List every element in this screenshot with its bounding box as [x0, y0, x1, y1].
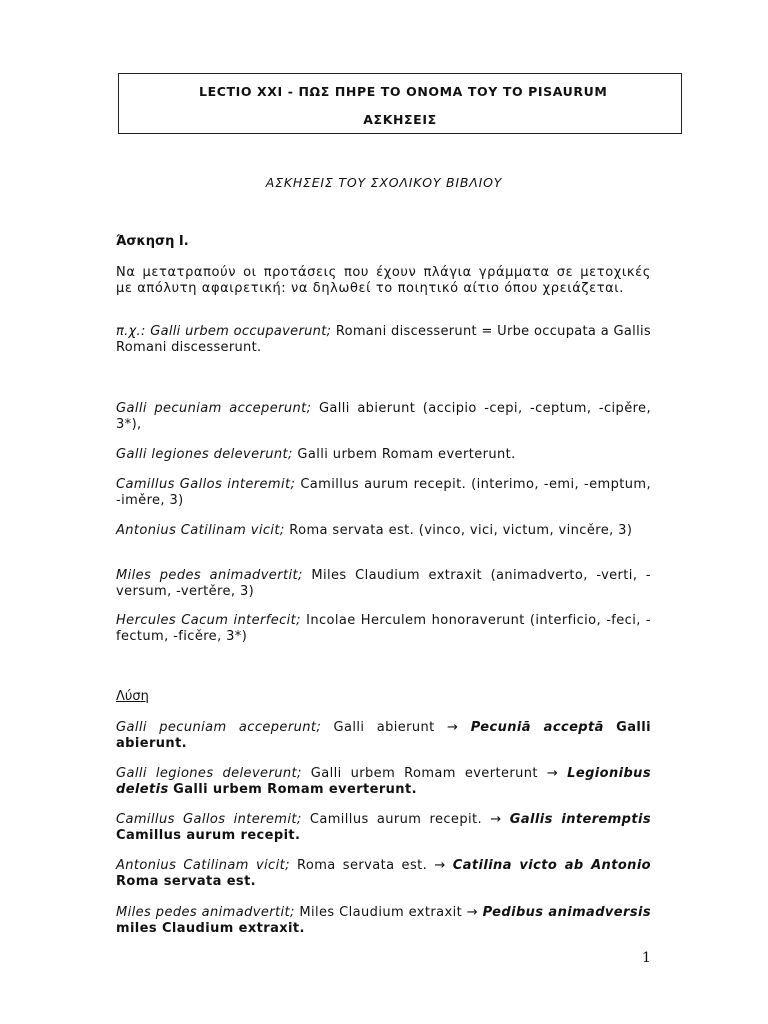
arrow-icon: →	[490, 812, 502, 827]
exercises-title: ΑΣΚΗΣΕΙΣ	[363, 112, 437, 127]
arrow-icon: →	[434, 858, 446, 873]
exercise-instruction: Να μετατραπούν οι προτάσεις που έχουν πλάγια γράμματα σε μετοχικές με απόλυτη αφαιρετική: να δηλωθεί το ποιητικό αίτιο όπου χρειάζεται.	[116, 265, 651, 296]
example-prefix: π.χ.:	[116, 324, 146, 339]
section-title: ΑΣΚΗΣΕΙΣ ΤΟΥ ΣΧΟΛΙΚΟΥ ΒΙΒΛΙΟΥ	[265, 175, 503, 190]
solution-item-5: Miles pedes animadvertit; Miles Claudium extraxit → Pedibus animadversis miles Claudium extraxit.	[116, 905, 651, 936]
arrow-icon: →	[546, 766, 559, 781]
sentence-1: Galli pecuniam acceperunt; Galli abierunt (accipio -cepi, -ceptum, -cipěre, 3*),	[116, 401, 651, 432]
lesson-title: LECTIO XXI - ΠΩΣ ΠΗΡΕ ΤΟ ΟΝΟΜΑ ΤΟΥ ΤΟ PISAURUM	[199, 84, 608, 99]
page-number: 1	[642, 950, 651, 966]
solution-heading: Λύση	[116, 689, 149, 704]
sentence-6: Hercules Cacum interfecit; Incolae Herculem honoraverunt (interficio, -feci, -fectum, -ficěre, 3*)	[116, 613, 651, 644]
example-italic: Galli urbem occupaverunt;	[150, 324, 332, 339]
exercise-example	[116, 324, 651, 356]
solution-item-2: Galli legiones deleverunt; Galli urbem Romam everterunt → Legionibus deletis Galli urbem Romam everterunt.	[116, 766, 651, 797]
sentence-4: Antonius Catilinam vicit; Roma servata est. (vinco, vici, victum, vincěre, 3)	[116, 523, 633, 538]
sentence-5: Miles pedes animadvertit; Miles Claudium extraxit (animadverto, -verti, -versum, -vertěre, 3)	[116, 568, 652, 599]
arrow-icon: →	[447, 720, 459, 735]
solution-item-4: Antonius Catilinam vicit; Roma servata est. → Catilina victo ab Antonio Roma servata est.	[116, 858, 651, 889]
solution-item-1: Galli pecuniam acceperunt; Galli abierunt → Pecuniā acceptā Galli abierunt.	[116, 720, 651, 751]
sentence-2: Galli legiones deleverunt; Galli urbem Romam everterunt.	[116, 447, 516, 462]
title-box	[118, 73, 682, 134]
sentence-3: Camillus Gallos interemit; Camillus aurum recepit. (interimo, -emi, -emptum, -iměre, 3)	[116, 477, 651, 508]
exercise-heading: Άσκηση Ι.	[116, 234, 189, 249]
arrow-icon: →	[466, 905, 478, 920]
example-rest: Romani discesserunt = Urbe occupata a Gallis Romani discesserunt.	[116, 324, 651, 355]
solution-item-3: Camillus Gallos interemit; Camillus aurum recepit. → Gallis interemptis Camillus aurum recepit.	[116, 812, 651, 843]
